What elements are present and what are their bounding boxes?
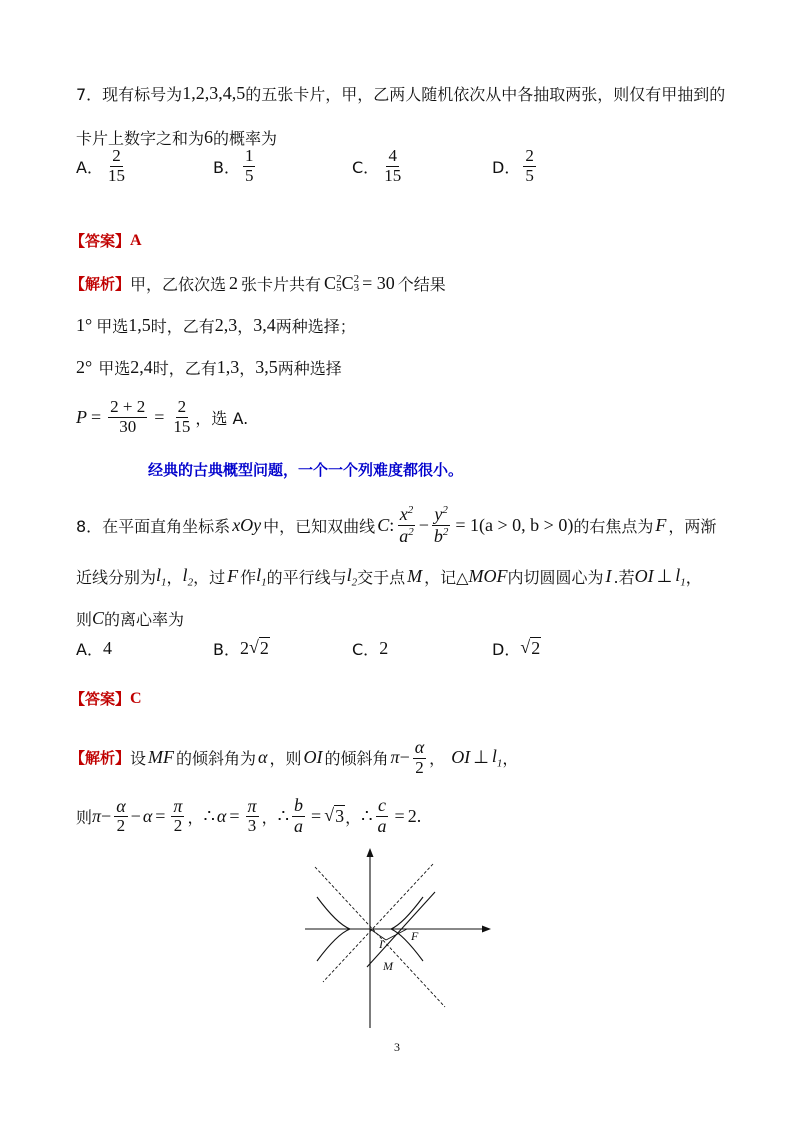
q8-stem-line1: 8．在平面直角坐标系 xOy 中，已知双曲线 C : $\frac{x^2}{a^2}$ − $\frac{y^2}{b^2}$ = 1(a > 0, b > 0) 的右焦点为 F ，两渐 <box>76 504 717 546</box>
coord-system: xOy <box>232 514 262 535</box>
q7-option-b[interactable]: B． $\frac{1}{5}$ <box>213 145 254 185</box>
fraction: $\frac{2 + 2}{30}$ <box>110 397 146 436</box>
fraction: $\frac{\pi}{3}$ <box>247 795 257 836</box>
q8-analysis-line2: 则 π − $\frac{\alpha}{2}$ − α = $\frac{\pi}{2}$ ， ∴ α = $\frac{\pi}{3}$ ， ∴ $\frac{b}{a}$ = √ 3 ， ∴ $\frac{c}{a}$ = 2 . <box>76 795 422 836</box>
q7-text: 卡片上数字之和为 <box>76 129 205 148</box>
q8-option-b[interactable]: B． 2 √ 2 <box>213 637 269 659</box>
answer-tag: 【答案】 <box>70 690 131 708</box>
fraction: $\frac{2}{15}$ <box>107 145 125 185</box>
q8-option-d[interactable]: D． √ 2 <box>492 637 541 659</box>
q8-option-a[interactable]: A． 4 <box>76 637 112 659</box>
fraction: $\frac{\alpha}{2}$ <box>414 737 425 777</box>
q7-answer <box>70 230 142 251</box>
combination-formula: C 2 5 C 2 3 <box>324 272 360 295</box>
q7-option-d[interactable]: D． $\frac{2}{5}$ <box>492 145 534 185</box>
sqrt-3: √ 3 <box>324 805 345 827</box>
label-I: I <box>379 937 383 951</box>
q7-text: 的概率为 <box>213 129 278 148</box>
q7-analysis-line1: 【解析】 甲，乙依次选 2 张卡片共有 C 2 5 C 2 3 = 30 个结果 <box>70 272 446 295</box>
analysis-tag: 【解析】 <box>70 749 131 768</box>
fraction: $\frac{y^2}{b^2}$ <box>433 504 449 546</box>
answer-value: A <box>130 231 142 249</box>
q7-analysis-line2: 1° 甲选 1,5 时，乙有 2,3 ， 3,4 两种选择； <box>76 315 356 336</box>
hyperbola-condition: = 1(a > 0, b > 0) <box>455 514 574 535</box>
q7-stem-line1 <box>76 82 725 105</box>
answer-tag: 【答案】 <box>70 232 131 250</box>
q8-analysis-line1: 【解析】 设 MF 的倾斜角为 α ，则 OI 的倾斜角 π − $\frac{\alpha}{2}$ ， OI ⊥ $l_1$ ， <box>70 737 519 777</box>
answer-value: C <box>130 689 142 707</box>
page-number: 3 <box>394 1040 400 1054</box>
q7-analysis-line3: 2° 甲选 2,4 时，乙有 1,3 ， 3,5 两种选择 <box>76 357 342 378</box>
q7-note: 经典的古典概型问题，一个一个列难度都很小。 <box>148 461 464 479</box>
q7-option-a[interactable]: A． $\frac{2}{15}$ <box>76 145 125 185</box>
hyperbola-asymptote-figure <box>295 842 505 1034</box>
sqrt-2: √ 2 <box>520 637 541 658</box>
segment-OI <box>370 929 386 940</box>
fraction: $\frac{\alpha}{2}$ <box>116 795 126 836</box>
fraction: $\frac{2}{5}$ <box>525 145 534 185</box>
q8-answer <box>70 688 142 709</box>
fraction: $\frac{\pi}{2}$ <box>173 795 183 836</box>
fraction: $\frac{2}{15}$ <box>173 397 191 436</box>
q7-probability-line: P = $\frac{2 + 2}{30}$ = $\frac{2}{15}$ ，选 A. <box>76 397 249 436</box>
label-F: F <box>411 929 419 943</box>
q7-text: 的五张卡片，甲，乙两人随机依次从中各抽取两张，则仅有甲抽到的 <box>245 85 726 104</box>
q7-text: 7．现有标号为 <box>76 85 183 104</box>
analysis-tag: 【解析】 <box>70 275 131 293</box>
sqrt-2: √ 2 <box>248 637 269 658</box>
x-axis-arrow <box>482 926 491 933</box>
fraction: $\frac{4}{15}$ <box>384 145 402 185</box>
q7-option-c[interactable]: C． $\frac{4}{15}$ <box>352 145 402 185</box>
label-M: M <box>383 959 393 973</box>
q8-stem-line3: 则 C 的离心率为 <box>76 608 185 629</box>
q7-sum-value: 6 <box>204 127 214 147</box>
fraction: $\frac{1}{5}$ <box>244 145 254 185</box>
q8-option-c[interactable]: C． 2 <box>352 637 389 659</box>
q7-card-numbers: 1,2,3,4,5 <box>182 83 246 103</box>
y-axis-arrow <box>367 848 374 857</box>
q8-stem-line2: 近线分别为 $l_1$ ， $l_2$ ，过 F 作 $l_1$ 的平行线与 $l_2$ 交于点 M ，记△ MOF 内切圆圆心为 I .若 OI ⊥ $l_1$ ， <box>76 565 702 589</box>
fraction: $\frac{c}{a}$ <box>377 795 387 836</box>
fraction: $\frac{x^2}{a^2}$ <box>399 504 414 546</box>
fraction: $\frac{b}{a}$ <box>294 795 304 836</box>
